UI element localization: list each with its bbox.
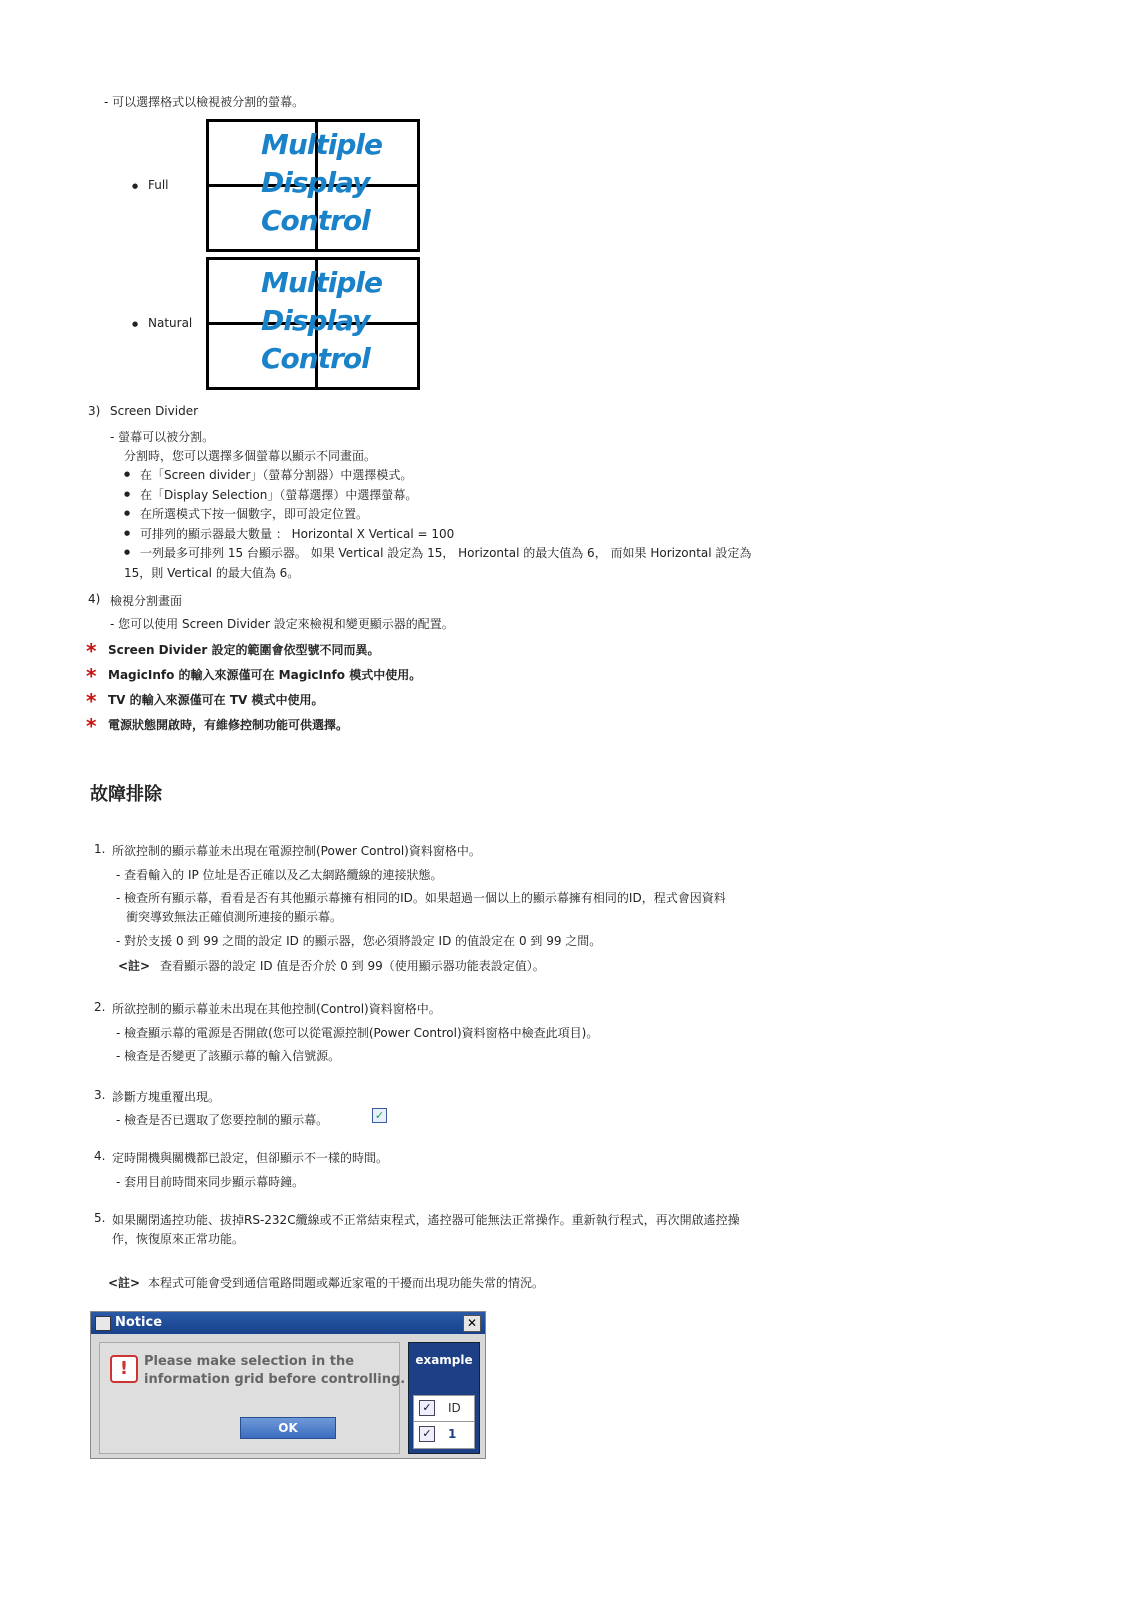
grid-word: Control: [261, 342, 370, 375]
section3-bullet: ● 在「Display Selection」（螢幕選擇）中選擇螢幕。: [140, 486, 417, 503]
item-text: 如果關閉遙控功能、拔掉RS-232C纜線或不正常結束程式，遙控器可能無法正常操作。重新執行程式，再次開啟遙控操: [112, 1213, 740, 1227]
checkbox-icon: ✓: [372, 1108, 387, 1123]
section3-number: 3): [88, 404, 101, 418]
dialog-body: [99, 1342, 406, 1454]
natural-layout-image: [206, 257, 420, 390]
example-panel: [408, 1342, 480, 1454]
grid-word: Display: [261, 166, 370, 199]
section3-bullet: ● 一列最多可排列 15 台顯示器。 如果 Vertical 設定為 15， Horizontal 的最大值為 6， 而如果 Horizontal 設定為: [140, 544, 751, 561]
item-sub: - 檢查所有顯示幕，看看是否有其他顯示幕擁有相同的ID。如果超過一個以上的顯示幕擁有相同的ID，程式會因資料: [116, 891, 726, 905]
grid-word: Control: [261, 204, 370, 237]
item-sub: - 檢查是否已選取了您要控制的顯示幕。: [116, 1113, 329, 1127]
close-icon[interactable]: ✕: [463, 1315, 481, 1332]
section3-line1: - 螢幕可以被分割。: [110, 430, 215, 444]
item-text: 診斷方塊重覆出現。: [112, 1090, 221, 1104]
item-note: 查看顯示器的設定 ID 值是否介於 0 到 99（使用顯示器功能表設定值）。: [160, 959, 545, 973]
item-sub: - 查看輸入的 IP 位址是否正確以及乙太網路纜線的連接狀態。: [116, 868, 443, 882]
section4-line1: - 您可以使用 Screen Divider 設定來檢視和變更顯示器的配置。: [110, 617, 454, 631]
star-icon: *: [86, 689, 97, 713]
section4-title: 檢視分割畫面: [110, 594, 183, 608]
item-sub: - 檢查顯示幕的電源是否開啟(您可以從電源控制(Power Control)資料窗格中檢查此項目)。: [116, 1026, 599, 1040]
ok-button[interactable]: OK: [240, 1417, 336, 1439]
item-sub: - 對於支援 0 到 99 之間的設定 ID 的顯示器，您必須將設定 ID 的值設定在 0 到 99 之間。: [116, 934, 602, 948]
item-sub: 衝突導致無法正確偵測所連接的顯示幕。: [126, 910, 343, 924]
example-row: [414, 1422, 474, 1447]
note-tag: <註>: [118, 959, 151, 973]
section4-number: 4): [88, 592, 101, 606]
intro-text: - 可以選擇格式以檢視被分割的螢幕。: [104, 95, 305, 109]
item-number: 2.: [94, 1000, 106, 1014]
section3-bullet: ● 在所選模式下按一個數字，即可設定位置。: [140, 505, 368, 522]
final-note: 本程式可能會受到通信電路問題或鄰近家電的干擾而出現功能失常的情況。: [148, 1276, 545, 1290]
dialog-titlebar: [91, 1312, 485, 1334]
grid-word: Multiple: [261, 128, 383, 161]
note: MagicInfo 的輸入來源僅可在 MagicInfo 模式中使用。: [108, 668, 422, 682]
item-number: 4.: [94, 1149, 106, 1163]
item-text: 定時開機與關機都已設定，但卻顯示不一樣的時間。: [112, 1151, 389, 1165]
checkbox-icon[interactable]: ✓: [419, 1426, 435, 1442]
star-icon: *: [86, 639, 97, 663]
example-cell: ID: [448, 1401, 461, 1415]
item-number: 1.: [94, 842, 106, 856]
section3-bullet: ● 在「Screen divider」（螢幕分割器）中選擇模式。: [140, 466, 412, 483]
item-number: 3.: [94, 1088, 106, 1102]
troubleshoot-title: 故障排除: [90, 784, 162, 805]
note: 電源狀態開啟時，有維修控制功能可供選擇。: [108, 718, 349, 732]
note: TV 的輸入來源僅可在 TV 模式中使用。: [108, 693, 324, 707]
section3-line2: 分割時，您可以選擇多個螢幕以顯示不同畫面。: [124, 449, 377, 463]
full-layout-image: [206, 119, 420, 252]
item-number: 5.: [94, 1211, 106, 1225]
checkbox-icon[interactable]: ✓: [419, 1400, 435, 1416]
note-tag: <註>: [108, 1276, 141, 1290]
item-text: 所欲控制的顯示幕並未出現在其他控制(Control)資料窗格中。: [112, 1002, 441, 1016]
item-text: 所欲控制的顯示幕並未出現在電源控制(Power Control)資料窗格中。: [112, 844, 481, 858]
star-icon: *: [86, 664, 97, 688]
dialog-message: Please make selection in the information grid before controlling.: [144, 1354, 406, 1387]
star-icon: *: [86, 714, 97, 738]
option-natural: ● Natural: [148, 316, 192, 330]
section3-title: Screen Divider: [110, 404, 199, 418]
option-full: ● Full: [148, 178, 169, 192]
example-row: [414, 1396, 474, 1422]
example-grid: [413, 1395, 475, 1449]
example-title: example: [415, 1353, 473, 1367]
notice-dialog: [90, 1311, 486, 1459]
warning-icon: !: [110, 1355, 138, 1383]
item-sub: - 套用目前時間來同步顯示幕時鐘。: [116, 1175, 305, 1189]
grid-word: Multiple: [261, 266, 383, 299]
item-sub: 作，恢復原來正常功能。: [112, 1232, 245, 1246]
section3-bullet: ● 可排列的顯示器最大數量 ： Horizontal X Vertical = 100: [140, 525, 454, 542]
note: Screen Divider 設定的範圍會依型號不同而異。: [108, 643, 380, 657]
window-icon: [95, 1316, 111, 1331]
dialog-title: Notice: [115, 1315, 163, 1330]
section3-bullet-cont: 15，則 Vertical 的最大值為 6。: [124, 566, 300, 580]
grid-word: Display: [261, 304, 370, 337]
item-sub: - 檢查是否變更了該顯示幕的輸入信號源。: [116, 1049, 341, 1063]
example-cell: 1: [448, 1427, 457, 1441]
